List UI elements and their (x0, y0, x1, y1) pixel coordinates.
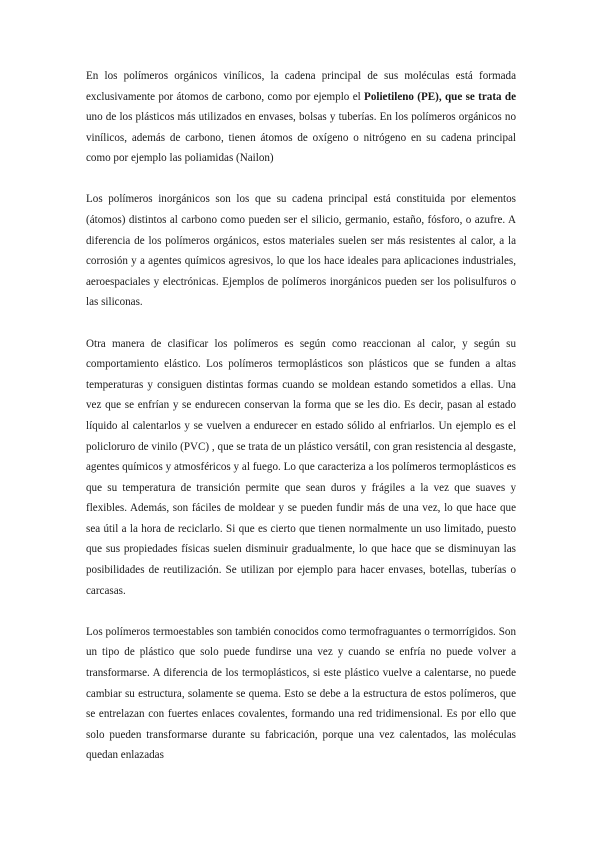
paragraph-1-text-start: En los polímeros orgánicos vinílicos, la cadena principal de sus moléculas está formada exclusivamente por átomos de carbono, como por ejemplo el (86, 70, 516, 103)
paragraph-inorganic-polymers: Los polímeros inorgánicos son los que su cadena principal está constituida por elementos (átomos) distintos al carbono como pueden ser el silicio, germanio, estaño, fósforo, o azufre. A diferencia de los polímeros orgánicos, estos materiales suelen ser más resistentes al calor, a la corrosión y a agentes químicos agresivos, lo que los hace ideales para aplicaciones industriales, aeroespaciales y electrónicas. Ejemplos de polímeros inorgánicos pueden ser los polisulfuros o las siliconas. (86, 193, 516, 309)
paragraph-organic-polymers (86, 66, 516, 169)
paragraph-1-bold-term: Polietileno (PE), que se trata de (364, 90, 516, 103)
paragraph-thermosets: Los polímeros termoestables son también conocidos como termofraguantes o termorrígidos. Son un tipo de plástico que solo puede fundirse una vez y cuando se enfría no puede volver a transformarse. A diferencia de los termoplásticos, si este plástico vuelve a calentarse, no puede cambiar su estructura, solamente se quema. Esto se debe a la estructura de estos polímeros, que se entrelazan con fuertes enlaces covalentes, formando una red tridimensional. Es por ello que solo pueden transformarse durante su fabricación, porque una vez calentados, las moléculas quedan enlazadas (86, 625, 516, 762)
paragraph-thermoplastics: Otra manera de clasificar los polímeros es según como reaccionan al calor, y según su comportamiento elástico. Los polímeros termoplásticos son plásticos que se funden a altas temperaturas y consiguen distintas formas cuando se moldean estando sometidos a ellas. Una vez que se enfrían y se endurecen conservan la forma que se les dio. Es decir, pasan al estado líquido al calentarlos y se vuelven a endurecer en estado sólido al enfriarlos. Un ejemplo es el policloruro de vinilo (PVC) , que se trata de un plástico versátil, con gran resistencia al desgaste, agentes químicos y atmosféricos y al fuego. Lo que caracteriza a los polímeros termoplásticos es que su temperatura de transición permite que sean duros y frágiles a la vez que suaves y flexibles. Además, son fáciles de moldear y se pueden fundir más de una vez, lo que hace que sea útil a la hora de reciclarlo. Si que es cierto que tienen normalmente un uso limitado, puesto que sus propiedades físicas suelen disminuir gradualmente, lo que hace que se disminuyan las posibilidades de reutilización. Se utilizan por ejemplo para hacer envases, botellas, tuberías o carcasas. (86, 337, 516, 597)
paragraph-1-text-end: uno de los plásticos más utilizados en envases, bolsas y tuberías. En los polímeros orgánicos no vinílicos, además de carbono, tienen átomos de oxígeno o nitrógeno en su cadena principal como por ejemplo las poliamidas (Nailon) (86, 111, 516, 165)
